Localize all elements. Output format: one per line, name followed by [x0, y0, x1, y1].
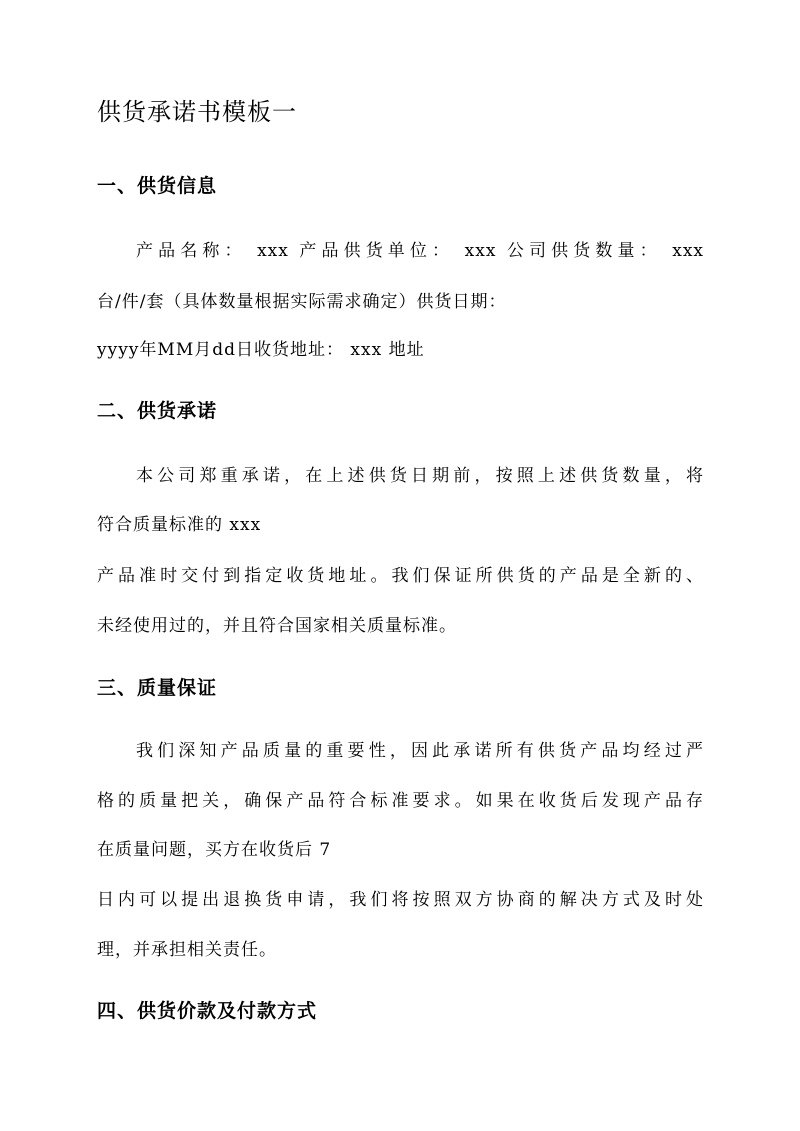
supply-info-line-1: 产品名称： xxx 产品供货单位： xxx 公司供货数量： xxx	[136, 241, 704, 261]
supply-info-line-2: 台/件/套（具体数量根据实际需求确定）供货日期：	[97, 292, 507, 312]
supply-info-line-3: yyyy年MM月dd日收货地址： xxx 地址	[97, 340, 425, 360]
section-heading-price-payment: 四、供货价款及付款方式	[97, 1000, 318, 1022]
supply-promise-line-4: 未经使用过的，并且符合国家相关质量标准。	[97, 616, 457, 636]
section-heading-supply-info: 一、供货信息	[97, 175, 218, 197]
supply-promise-line-1: 本公司郑重承诺，在上述供货日期前，按照上述供货数量，将	[136, 466, 704, 486]
quality-guarantee-line-2: 格的质量把关，确保产品符合标准要求。如果在收货后发现产品存	[97, 791, 704, 811]
supply-promise-line-3: 产品准时交付到指定收货地址。我们保证所供货的产品是全新的、	[97, 566, 704, 586]
quality-guarantee-line-4: 日内可以提出退换货申请，我们将按照双方协商的解决方式及时处	[97, 890, 704, 910]
document-title: 供货承诺书模板一	[97, 98, 297, 126]
quality-guarantee-line-5: 理，并承担相关责任。	[97, 940, 277, 960]
quality-guarantee-line-3: 在质量问题，买方在收货后 7	[97, 840, 332, 860]
supply-promise-line-2: 符合质量标准的 xxx	[97, 515, 262, 535]
section-heading-quality-guarantee: 三、质量保证	[97, 677, 218, 699]
quality-guarantee-line-1: 我们深知产品质量的重要性，因此承诺所有供货产品均经过严	[136, 741, 704, 761]
section-heading-supply-promise: 二、供货承诺	[97, 400, 218, 422]
